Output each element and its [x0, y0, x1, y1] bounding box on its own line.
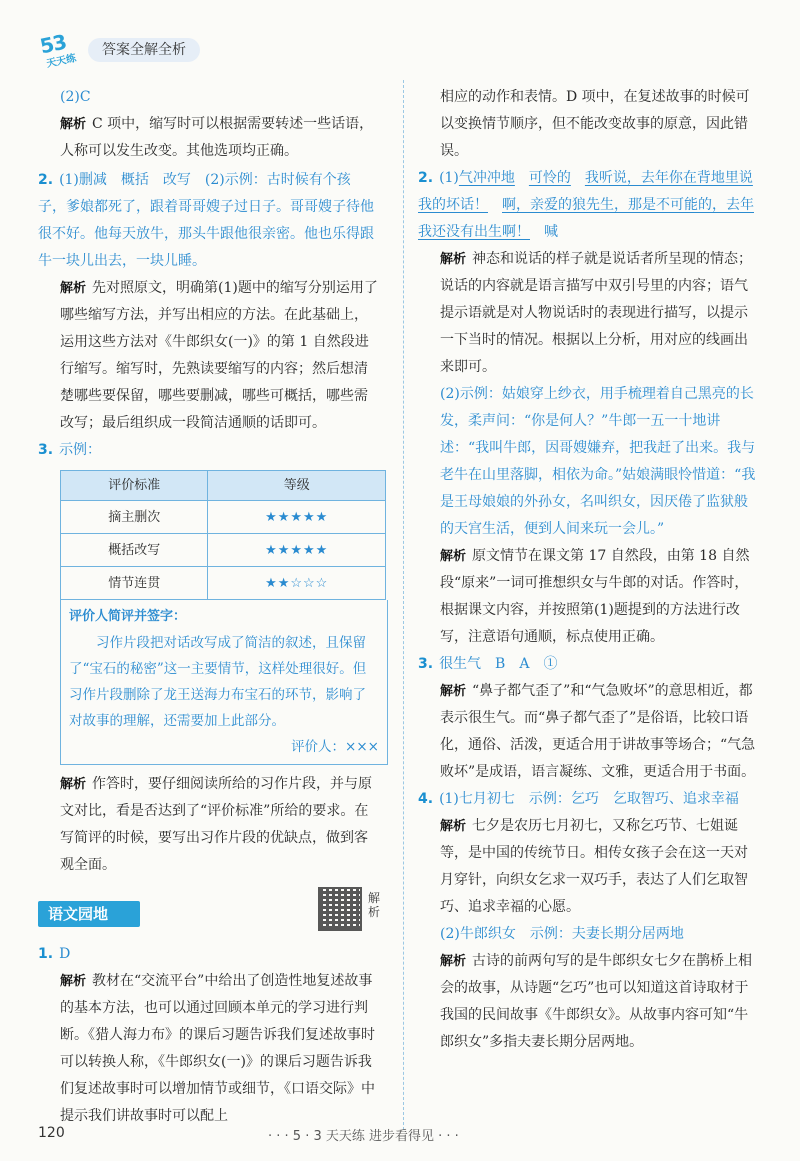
- page-number: 120: [38, 1125, 65, 1141]
- explanation-text: 作答时，要仔细阅读所给的习作片段，并与原文对比，看是否达到了“评价标准”所给的要求。在写简评的时候，要写出习作片段的优缺点，做到客观全面。: [60, 776, 373, 873]
- q3-answer: [38, 437, 378, 464]
- table-row: [61, 501, 386, 534]
- header-title: 答案全解全析: [88, 38, 200, 62]
- q4b-explanation: [418, 948, 758, 1056]
- q3-answer: [418, 651, 758, 678]
- answer-prefix: (1): [439, 170, 459, 186]
- q4-answer: [418, 786, 758, 813]
- answer-text: (1)七月初七 示例：乞巧 乞取智巧、追求幸福: [439, 791, 739, 807]
- q2-answer: [418, 165, 758, 246]
- section-title: 语文园地: [38, 901, 140, 927]
- signature: 评价人：×××: [291, 739, 379, 755]
- answer-text: 示例：: [59, 442, 102, 458]
- page-footer: [0, 1125, 800, 1149]
- criterion-cell: 摘主删次: [61, 501, 208, 534]
- underlined-phrase: 我听说，去年你在背地里说我的坏话！: [418, 170, 753, 213]
- section-header: [38, 891, 381, 937]
- question-number: 2.: [418, 170, 434, 186]
- answer-word: 喊: [544, 224, 558, 240]
- table-row: [61, 534, 386, 567]
- evaluation-table: [60, 470, 386, 600]
- explanation-text: C 项中，缩写时可以根据需要转述一些话语，人称可以发生改变。其他选项均正确。: [60, 116, 374, 159]
- explanation-text: 神态和说话的样子就是说话者所呈现的情态；说话的内容就是语言描写中双引号里的内容；语气提示语就是对人物说话时的表现进行描写，以提示一下当时的情况。根据以上分析，用对应的线画出来即可。: [440, 251, 753, 375]
- explanation-text: 教材在“交流平台”中给出了创造性地复述故事的基本方法，也可以通过回顾本单元的学习进行判断。《猎人海力布》的课后习题告诉我们复述故事时可以转换人称，《牛郎织女(一)》的课后习题告诉我们复述故事时可以增加情节或细节，《口语交际》中提示我们讲故事时可以配上: [60, 973, 375, 1124]
- explanation-label: 解析: [60, 281, 87, 296]
- table-header: 等级: [208, 471, 386, 501]
- explanation-label: 解析: [440, 819, 467, 834]
- explanation-text: 原文情节在课文第 17 自然段，由第 18 自然段“原来”一词可推想织女与牛郎的对话。作答时，根据课文内容，并按照第(1)题提到的方法进行改写，注意语句通顺，标点使用正确。: [440, 548, 750, 645]
- comment-text: 习作片段把对话改写成了简洁的叙述，且保留了“宝石的秘密”这一主要情节，这样处理很好。但习作片段删除了龙王送海力布宝石的环节，影响了对故事的理解，还需要加上此部分。: [69, 635, 367, 729]
- q1-explanation: [38, 111, 378, 165]
- answer-text: D: [59, 946, 71, 962]
- explanation-label: 解析: [440, 954, 467, 969]
- explanation-text: 七夕是农历七月初七，又称乞巧节、七姐诞等，是中国的传统节日。相传女孩子会在这一天对月穿针，向织女乞求一双巧手，表达了人们乞取智巧、追求幸福的心愿。: [440, 818, 748, 915]
- stars-cell: ★★★★★: [208, 501, 386, 534]
- brand-logo: [38, 30, 90, 70]
- criterion-cell: 情节连贯: [61, 567, 208, 600]
- explanation-label: 解析: [60, 974, 87, 989]
- question-number: 4.: [418, 791, 434, 807]
- explanation-label: 解析: [440, 252, 467, 267]
- q2b-explanation: [418, 543, 758, 651]
- underlined-phrase: 啊，亲爱的狼先生，那是不可能的，去年我还没有出生啊！: [418, 197, 754, 240]
- qr-label: 解析: [368, 891, 381, 919]
- evaluation-block: [38, 470, 378, 765]
- g1-answer: [38, 941, 378, 968]
- question-number: 3.: [418, 656, 434, 672]
- answer-text: [418, 170, 754, 240]
- q2-explanation: [418, 246, 758, 381]
- q1-answer: (2)C: [60, 89, 91, 105]
- question-number: 3.: [38, 442, 54, 458]
- underlined-phrase: 可怜的: [528, 170, 571, 186]
- q3-explanation: [38, 771, 378, 879]
- q4-explanation: [418, 813, 758, 921]
- continued-text: 相应的动作和表情。D 项中，在复述故事的时候可以变换情节顺序，但不能改变故事的原意，因此错误。: [440, 89, 750, 159]
- table-row: [61, 567, 386, 600]
- qr-code-icon[interactable]: [318, 887, 362, 931]
- underlined-phrase: 气冲冲地: [458, 170, 515, 186]
- evaluation-comment-box: [60, 600, 388, 765]
- g1-explanation: [38, 968, 378, 1130]
- explanation-text: “鼻子都气歪了”和“气急败坏”的意思相近，都表示很生气。而“鼻子都气歪了”是俗语，比较口语化，通俗、活泼，更适合用于讲故事等场合；“气急败坏”是成语，语言凝练、文雅，更适合用于书面。: [440, 683, 756, 780]
- explanation-label: 解析: [440, 684, 467, 699]
- explanation-text: 先对照原文，明确第(1)题中的缩写分别运用了哪些缩写方法，并写出相应的方法。在此基础上，运用这些方法对《牛郎织女(一)》的第 1 自然段进行缩写。缩写时，先熟读要缩写的内容；然后想清楚哪些要保留，哪些要删减，哪些可概括，哪些需改写；最后组织成一段简洁通顺的话即可。: [60, 280, 378, 431]
- explanation-label: 解析: [60, 117, 87, 132]
- q3-explanation: [418, 678, 758, 786]
- answer-text: (1)删减 概括 改写 (2)示例：古时候有个孩子，爹娘都死了，跟着哥哥嫂子过日子。哥哥嫂子待他很不好。他每天放牛，那头牛跟他很亲密。他也乐得跟牛一块儿出去，一块儿睡。: [38, 172, 374, 269]
- column-divider: [403, 80, 404, 1130]
- table-header-row: [61, 471, 386, 501]
- question-number: 1.: [38, 946, 54, 962]
- answer-text: 很生气 B A ①: [439, 656, 558, 672]
- q2-part2-answer: (2)示例：姑娘穿上纱衣，用手梳理着自己黑亮的长发，柔声问：“你是何人？”牛郎一五一十地讲述：“我叫牛郎，因哥嫂嫌弃，把我赶了出来。我与老牛在山里落脚，相依为命。”姑娘满眼怜惜道：“我是王母娘娘的外孙女，名叫织女，因厌倦了监狱般的天宫生活，便到人间来玩一会儿。”: [440, 386, 756, 537]
- logo-subtext: 天天练: [45, 52, 78, 70]
- explanation-label: 解析: [440, 549, 467, 564]
- q4-part2-answer: (2)牛郎织女 示例：夫妻长期分居两地: [440, 926, 684, 942]
- explanation-text: 古诗的前两句写的是牛郎织女七夕在鹊桥上相会的故事，从诗题“乞巧”也可以知道这首诗取材于我国的民间故事《牛郎织女》。从故事内容可知“牛郎织女”多指夫妻长期分居两地。: [440, 953, 753, 1050]
- comment-title: 评价人简评并签字：: [69, 609, 187, 624]
- q2-explanation: [38, 275, 378, 437]
- footer-slogan: · · · 5 · 3 天天练 进步看得见 · · ·: [268, 1129, 459, 1144]
- stars-cell: ★★☆☆☆: [208, 567, 386, 600]
- explanation-label: 解析: [60, 777, 87, 792]
- right-column: [418, 84, 758, 1056]
- table-header: 评价标准: [61, 471, 208, 501]
- question-number: 2.: [38, 172, 54, 188]
- stars-cell: ★★★★★: [208, 534, 386, 567]
- q2-answer: [38, 167, 378, 275]
- left-column: [38, 84, 381, 1130]
- logo-text: 53: [37, 29, 69, 59]
- criterion-cell: 概括改写: [61, 534, 208, 567]
